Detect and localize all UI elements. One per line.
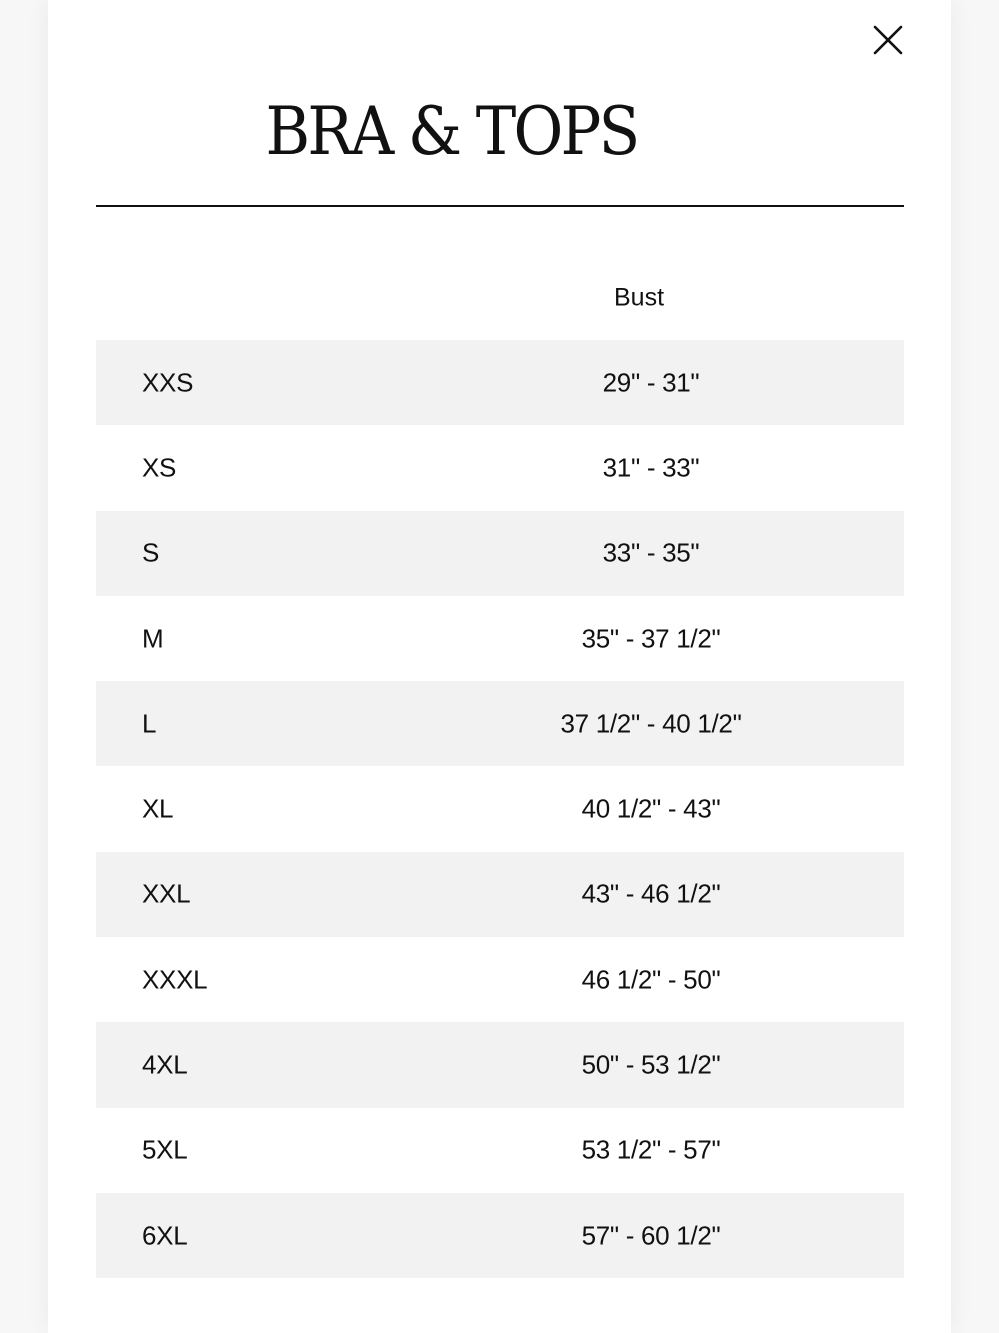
size-label: M bbox=[142, 623, 164, 654]
table-body bbox=[96, 340, 904, 1278]
table-row bbox=[96, 1022, 904, 1107]
column-header-bust: Bust bbox=[613, 283, 665, 312]
table-row bbox=[96, 937, 904, 1022]
size-label: XXXL bbox=[142, 964, 208, 995]
table-row bbox=[96, 852, 904, 937]
size-label: XL bbox=[142, 793, 174, 824]
bust-range: 40 1/2" - 43" bbox=[581, 793, 721, 824]
table-row bbox=[96, 1108, 904, 1193]
table-row bbox=[96, 681, 904, 766]
bust-range: 43" - 46 1/2" bbox=[581, 878, 721, 909]
table-row bbox=[96, 425, 904, 510]
table-header-row bbox=[96, 255, 904, 340]
table-row bbox=[96, 1193, 904, 1278]
table-row bbox=[96, 766, 904, 851]
size-label: 4XL bbox=[142, 1049, 188, 1080]
page-title: BRA & TOPS bbox=[265, 93, 638, 171]
close-icon bbox=[866, 18, 910, 62]
bust-range: 31" - 33" bbox=[602, 452, 700, 483]
bust-range: 57" - 60 1/2" bbox=[581, 1220, 721, 1251]
size-label: S bbox=[142, 537, 160, 568]
bust-range: 33" - 35" bbox=[602, 537, 700, 568]
size-label: 6XL bbox=[142, 1220, 188, 1251]
bust-range: 29" - 31" bbox=[602, 367, 700, 398]
title-divider bbox=[96, 205, 904, 207]
bust-range: 50" - 53 1/2" bbox=[581, 1049, 721, 1080]
bust-range: 46 1/2" - 50" bbox=[581, 964, 721, 995]
table-row bbox=[96, 596, 904, 681]
bust-range: 37 1/2" - 40 1/2" bbox=[560, 708, 742, 739]
size-table bbox=[96, 255, 904, 1278]
size-label: XS bbox=[142, 452, 177, 483]
bust-range: 53 1/2" - 57" bbox=[581, 1134, 721, 1165]
close-button[interactable] bbox=[866, 18, 910, 62]
size-label: XXS bbox=[142, 367, 194, 398]
size-label: XXL bbox=[142, 878, 191, 909]
size-label: L bbox=[142, 708, 157, 739]
table-row bbox=[96, 340, 904, 425]
size-label: 5XL bbox=[142, 1134, 188, 1165]
table-row bbox=[96, 511, 904, 596]
bust-range: 35" - 37 1/2" bbox=[581, 623, 721, 654]
